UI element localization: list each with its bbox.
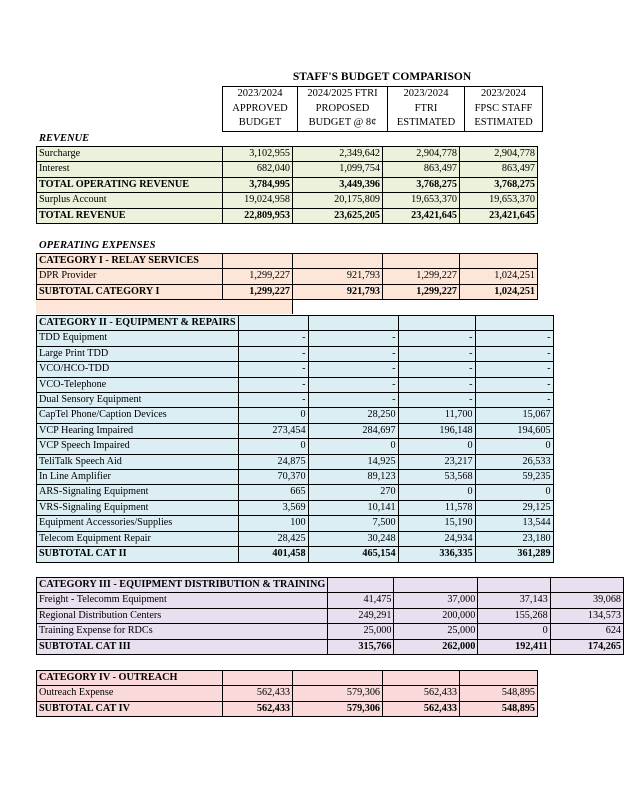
value-cell: 11,700 — [398, 408, 475, 423]
row-label: In Line Amplifier — [37, 470, 239, 485]
value-cell: 192,411 — [478, 639, 550, 654]
value-cell: 921,793 — [293, 269, 383, 284]
value-cell: 262,000 — [394, 639, 478, 654]
value-cell: 562,433 — [383, 686, 460, 701]
empty-cell — [308, 316, 398, 331]
row-label: VCP Hearing Impaired — [37, 423, 239, 438]
value-cell: - — [308, 377, 398, 392]
value-cell: 3,569 — [238, 500, 308, 515]
subtotal-row — [37, 284, 538, 299]
row-label: Surplus Account — [37, 193, 223, 208]
value-cell: - — [308, 346, 398, 361]
value-cell: 24,875 — [238, 454, 308, 469]
empty-cell — [223, 671, 293, 686]
value-cell: 7,500 — [308, 516, 398, 531]
value-cell: 11,578 — [398, 500, 475, 515]
table-row — [37, 470, 554, 485]
value-cell: - — [475, 393, 553, 408]
table-row — [37, 608, 624, 623]
table-row — [37, 454, 554, 469]
category-header: CATEGORY I - RELAY SERVICES — [37, 254, 223, 269]
table-row — [37, 362, 554, 377]
value-cell: 59,235 — [475, 470, 553, 485]
value-cell: 20,175,809 — [293, 193, 383, 208]
column-headers — [222, 86, 543, 132]
value-cell: 0 — [475, 485, 553, 500]
value-cell: - — [308, 331, 398, 346]
value-cell: 196,148 — [398, 423, 475, 438]
value-cell: 1,024,251 — [460, 269, 538, 284]
value-cell: 15,067 — [475, 408, 553, 423]
value-cell: 2,349,642 — [293, 147, 383, 162]
value-cell: 37,143 — [478, 593, 550, 608]
column-header-ftri-estimated: 2023/2024 FTRI ESTIMATED — [388, 87, 465, 132]
value-cell: 25,000 — [328, 624, 394, 639]
value-cell: 1,299,227 — [383, 284, 460, 299]
value-cell: 863,497 — [383, 162, 460, 177]
empty-cell — [383, 671, 460, 686]
value-cell: 100 — [238, 516, 308, 531]
value-cell: 3,784,995 — [223, 177, 293, 192]
value-cell: 562,433 — [223, 701, 293, 716]
subtotal-row — [37, 208, 538, 223]
value-cell: 28,425 — [238, 531, 308, 546]
row-label: Regional Distribution Centers — [37, 608, 328, 623]
row-label: TOTAL REVENUE — [37, 208, 223, 223]
value-cell: 0 — [238, 439, 308, 454]
row-label: VCO/HCO-TDD — [37, 362, 239, 377]
value-cell: 24,934 — [398, 531, 475, 546]
value-cell: 3,768,275 — [383, 177, 460, 192]
value-cell: - — [475, 377, 553, 392]
value-cell: 863,497 — [460, 162, 538, 177]
empty-cell — [398, 316, 475, 331]
table-row — [37, 531, 554, 546]
empty-cell — [383, 254, 460, 269]
category-4-table — [36, 670, 538, 717]
empty-cell — [478, 578, 550, 593]
category-header: CATEGORY III - EQUIPMENT DISTRIBUTION & TRAINING — [37, 578, 328, 593]
value-cell: 336,335 — [398, 547, 475, 562]
category-spacer — [36, 300, 293, 314]
category-header: CATEGORY II - EQUIPMENT & REPAIRS — [37, 316, 239, 331]
value-cell: 23,217 — [398, 454, 475, 469]
row-label: ARS-Signaling Equipment — [37, 485, 239, 500]
revenue-section-label: REVENUE — [39, 133, 90, 144]
value-cell: 70,370 — [238, 470, 308, 485]
value-cell: 921,793 — [293, 284, 383, 299]
value-cell: 0 — [478, 624, 550, 639]
table-row — [37, 162, 538, 177]
subtotal-row — [37, 177, 538, 192]
value-cell: 41,475 — [328, 593, 394, 608]
row-label: VRS-Signaling Equipment — [37, 500, 239, 515]
table-row — [37, 485, 554, 500]
empty-cell — [460, 254, 538, 269]
value-cell: 19,653,370 — [460, 193, 538, 208]
revenue-table — [36, 146, 538, 224]
row-label: TDD Equipment — [37, 331, 239, 346]
value-cell: 19,653,370 — [383, 193, 460, 208]
table-row — [37, 500, 554, 515]
row-label: VCO-Telephone — [37, 377, 239, 392]
category-2-table — [36, 315, 554, 563]
row-label: VCP Speech Impaired — [37, 439, 239, 454]
value-cell: - — [308, 362, 398, 377]
value-cell: 134,573 — [550, 608, 623, 623]
row-label: DPR Provider — [37, 269, 223, 284]
empty-cell — [223, 254, 293, 269]
row-label: Telecom Equipment Repair — [37, 531, 239, 546]
empty-cell — [550, 578, 623, 593]
value-cell: 548,895 — [460, 686, 538, 701]
empty-cell — [293, 254, 383, 269]
table-row — [37, 331, 554, 346]
row-label: Equipment Accessories/Supplies — [37, 516, 239, 531]
value-cell: - — [398, 377, 475, 392]
empty-cell — [475, 316, 553, 331]
row-label: Outreach Expense — [37, 686, 223, 701]
value-cell: 361,289 — [475, 547, 553, 562]
value-cell: - — [308, 393, 398, 408]
table-row — [37, 408, 554, 423]
empty-cell — [460, 671, 538, 686]
value-cell: 0 — [398, 439, 475, 454]
table-row — [37, 346, 554, 361]
value-cell: - — [398, 393, 475, 408]
value-cell: 284,697 — [308, 423, 398, 438]
row-label: Dual Sensory Equipment — [37, 393, 239, 408]
category-header-row — [37, 254, 538, 269]
row-label: Freight - Telecomm Equipment — [37, 593, 328, 608]
value-cell: 548,895 — [460, 701, 538, 716]
row-label: Training Expense for RDCs — [37, 624, 328, 639]
value-cell: 1,299,227 — [383, 269, 460, 284]
category-header-row — [37, 578, 624, 593]
table-row — [37, 686, 538, 701]
value-cell: 562,433 — [223, 686, 293, 701]
value-cell: 28,250 — [308, 408, 398, 423]
value-cell: 270 — [308, 485, 398, 500]
empty-cell — [238, 316, 308, 331]
value-cell: 23,180 — [475, 531, 553, 546]
value-cell: 3,768,275 — [460, 177, 538, 192]
value-cell: 53,568 — [398, 470, 475, 485]
value-cell: 26,533 — [475, 454, 553, 469]
row-label: Surcharge — [37, 147, 223, 162]
value-cell: 39,068 — [550, 593, 623, 608]
value-cell: 155,268 — [478, 608, 550, 623]
value-cell: 0 — [308, 439, 398, 454]
value-cell: 37,000 — [394, 593, 478, 608]
category-3-table — [36, 577, 624, 655]
value-cell: 315,766 — [328, 639, 394, 654]
value-cell: - — [475, 346, 553, 361]
table-row — [37, 269, 538, 284]
value-cell: 1,299,227 — [223, 284, 293, 299]
empty-cell — [328, 578, 394, 593]
value-cell: 1,099,754 — [293, 162, 383, 177]
category-header-row — [37, 316, 554, 331]
value-cell: 19,024,958 — [223, 193, 293, 208]
value-cell: 29,125 — [475, 500, 553, 515]
table-row — [37, 624, 624, 639]
value-cell: 1,024,251 — [460, 284, 538, 299]
value-cell: 665 — [238, 485, 308, 500]
page-title: STAFF'S BUDGET COMPARISON — [292, 71, 472, 83]
row-label: CapTel Phone/Caption Devices — [37, 408, 239, 423]
value-cell: 14,925 — [308, 454, 398, 469]
value-cell: 25,000 — [394, 624, 478, 639]
row-label: TeliTalk Speech Aid — [37, 454, 239, 469]
value-cell: 194,605 — [475, 423, 553, 438]
value-cell: 15,190 — [398, 516, 475, 531]
value-cell: - — [398, 331, 475, 346]
value-cell: 562,433 — [383, 701, 460, 716]
table-row — [37, 377, 554, 392]
table-row — [37, 423, 554, 438]
value-cell: 89,123 — [308, 470, 398, 485]
value-cell: 401,458 — [238, 547, 308, 562]
value-cell: - — [238, 377, 308, 392]
operating-expenses-label: OPERATING EXPENSES — [39, 240, 156, 251]
value-cell: 465,154 — [308, 547, 398, 562]
subtotal-row — [37, 701, 538, 716]
row-label: SUBTOTAL CATEGORY I — [37, 284, 223, 299]
row-label: Interest — [37, 162, 223, 177]
value-cell: 2,904,778 — [460, 147, 538, 162]
value-cell: 0 — [238, 408, 308, 423]
row-label: SUBTOTAL CAT III — [37, 639, 328, 654]
table-row — [37, 593, 624, 608]
value-cell: - — [238, 346, 308, 361]
value-cell: 22,809,953 — [223, 208, 293, 223]
value-cell: 0 — [475, 439, 553, 454]
category-header-row — [37, 671, 538, 686]
empty-cell — [293, 671, 383, 686]
table-row — [37, 147, 538, 162]
value-cell: - — [398, 346, 475, 361]
value-cell: 13,544 — [475, 516, 553, 531]
row-label: TOTAL OPERATING REVENUE — [37, 177, 223, 192]
value-cell: - — [475, 362, 553, 377]
subtotal-row — [37, 639, 624, 654]
table-row — [37, 193, 538, 208]
value-cell: 579,306 — [293, 686, 383, 701]
table-row — [37, 393, 554, 408]
value-cell: 3,102,955 — [223, 147, 293, 162]
value-cell: 23,421,645 — [383, 208, 460, 223]
row-label: Large Print TDD — [37, 346, 239, 361]
value-cell: - — [238, 393, 308, 408]
value-cell: 200,000 — [394, 608, 478, 623]
column-header-staff-estimated: 2023/2024 FPSC STAFF ESTIMATED — [465, 87, 543, 132]
value-cell: 23,625,205 — [293, 208, 383, 223]
value-cell: 3,449,396 — [293, 177, 383, 192]
category-1-table — [36, 253, 538, 300]
value-cell: - — [238, 362, 308, 377]
value-cell: 1,299,227 — [223, 269, 293, 284]
row-label: SUBTOTAL CAT IV — [37, 701, 223, 716]
value-cell: - — [475, 331, 553, 346]
value-cell: 273,454 — [238, 423, 308, 438]
column-header-approved: 2023/2024 APPROVED BUDGET — [223, 87, 298, 132]
value-cell: 23,421,645 — [460, 208, 538, 223]
row-label: SUBTOTAL CAT II — [37, 547, 239, 562]
value-cell: 249,291 — [328, 608, 394, 623]
table-row — [37, 516, 554, 531]
subtotal-row — [37, 547, 554, 562]
value-cell: 0 — [398, 485, 475, 500]
value-cell: 2,904,778 — [383, 147, 460, 162]
value-cell: - — [398, 362, 475, 377]
value-cell: - — [238, 331, 308, 346]
value-cell: 624 — [550, 624, 623, 639]
value-cell: 10,141 — [308, 500, 398, 515]
value-cell: 30,248 — [308, 531, 398, 546]
empty-cell — [394, 578, 478, 593]
category-header: CATEGORY IV - OUTREACH — [37, 671, 223, 686]
column-header-proposed: 2024/2025 FTRI PROPOSED BUDGET @ 8¢ — [298, 87, 388, 132]
value-cell: 682,040 — [223, 162, 293, 177]
table-row — [37, 439, 554, 454]
value-cell: 579,306 — [293, 701, 383, 716]
value-cell: 174,265 — [550, 639, 623, 654]
